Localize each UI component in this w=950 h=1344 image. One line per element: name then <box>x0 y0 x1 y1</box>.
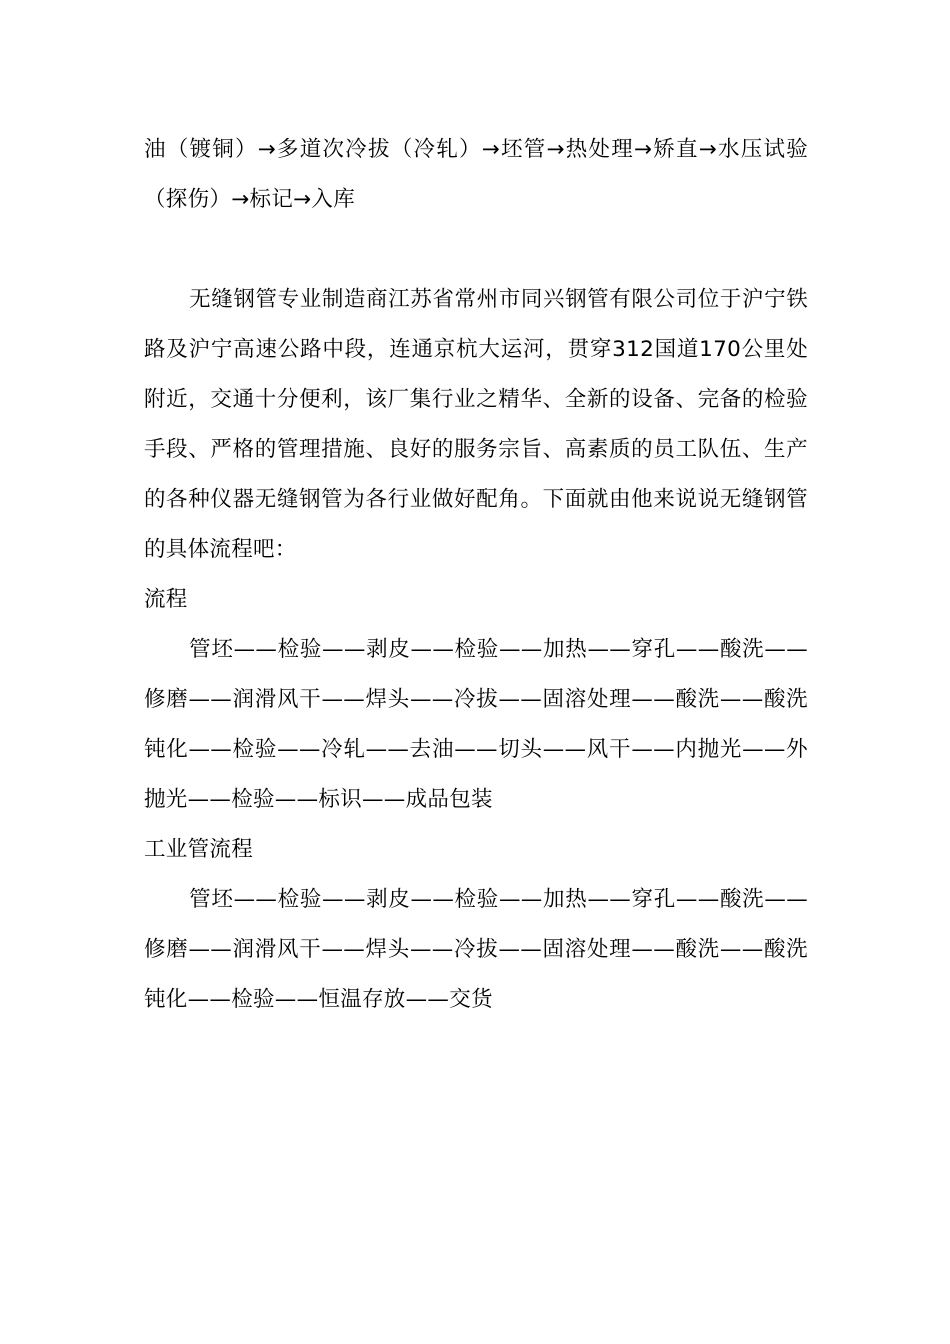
company-paragraph: 无缝钢管专业制造商江苏省常州市同兴钢管有限公司位于沪宁铁路及沪宁高速公路中段，连通京杭大运河，贯穿312国道170公里处附近，交通十分便利，该厂集行业之精华、全新的设备、完备的检验手段、严格的管理措施、良好的服务宗旨、高素质的员工队伍、生产的各种仪器无缝钢管为各行业做好配角。下面就由他来说说无缝钢管的具体流程吧： <box>144 287 808 562</box>
intro-process-paragraph: 油（镀铜）→多道次冷拔（冷轧）→坯管→热处理→矫直→水压试验（探伤）→标记→入库 <box>144 137 808 212</box>
section-heading-process: 流程 <box>144 587 188 612</box>
section-heading-industrial-process: 工业管流程 <box>144 837 254 862</box>
document-body <box>144 125 808 1025</box>
section-body-industrial-process: 管坯——检验——剥皮——检验——加热——穿孔——酸洗——修磨——润滑风干——焊头——冷拔——固溶处理——酸洗——酸洗钝化——检验——恒温存放——交货 <box>144 887 808 1012</box>
section-body-process: 管坯——检验——剥皮——检验——加热——穿孔——酸洗——修磨——润滑风干——焊头——冷拔——固溶处理——酸洗——酸洗钝化——检验——冷轧——去油——切头——风干——内抛光——外抛光——检验——标识——成品包装 <box>144 637 808 812</box>
